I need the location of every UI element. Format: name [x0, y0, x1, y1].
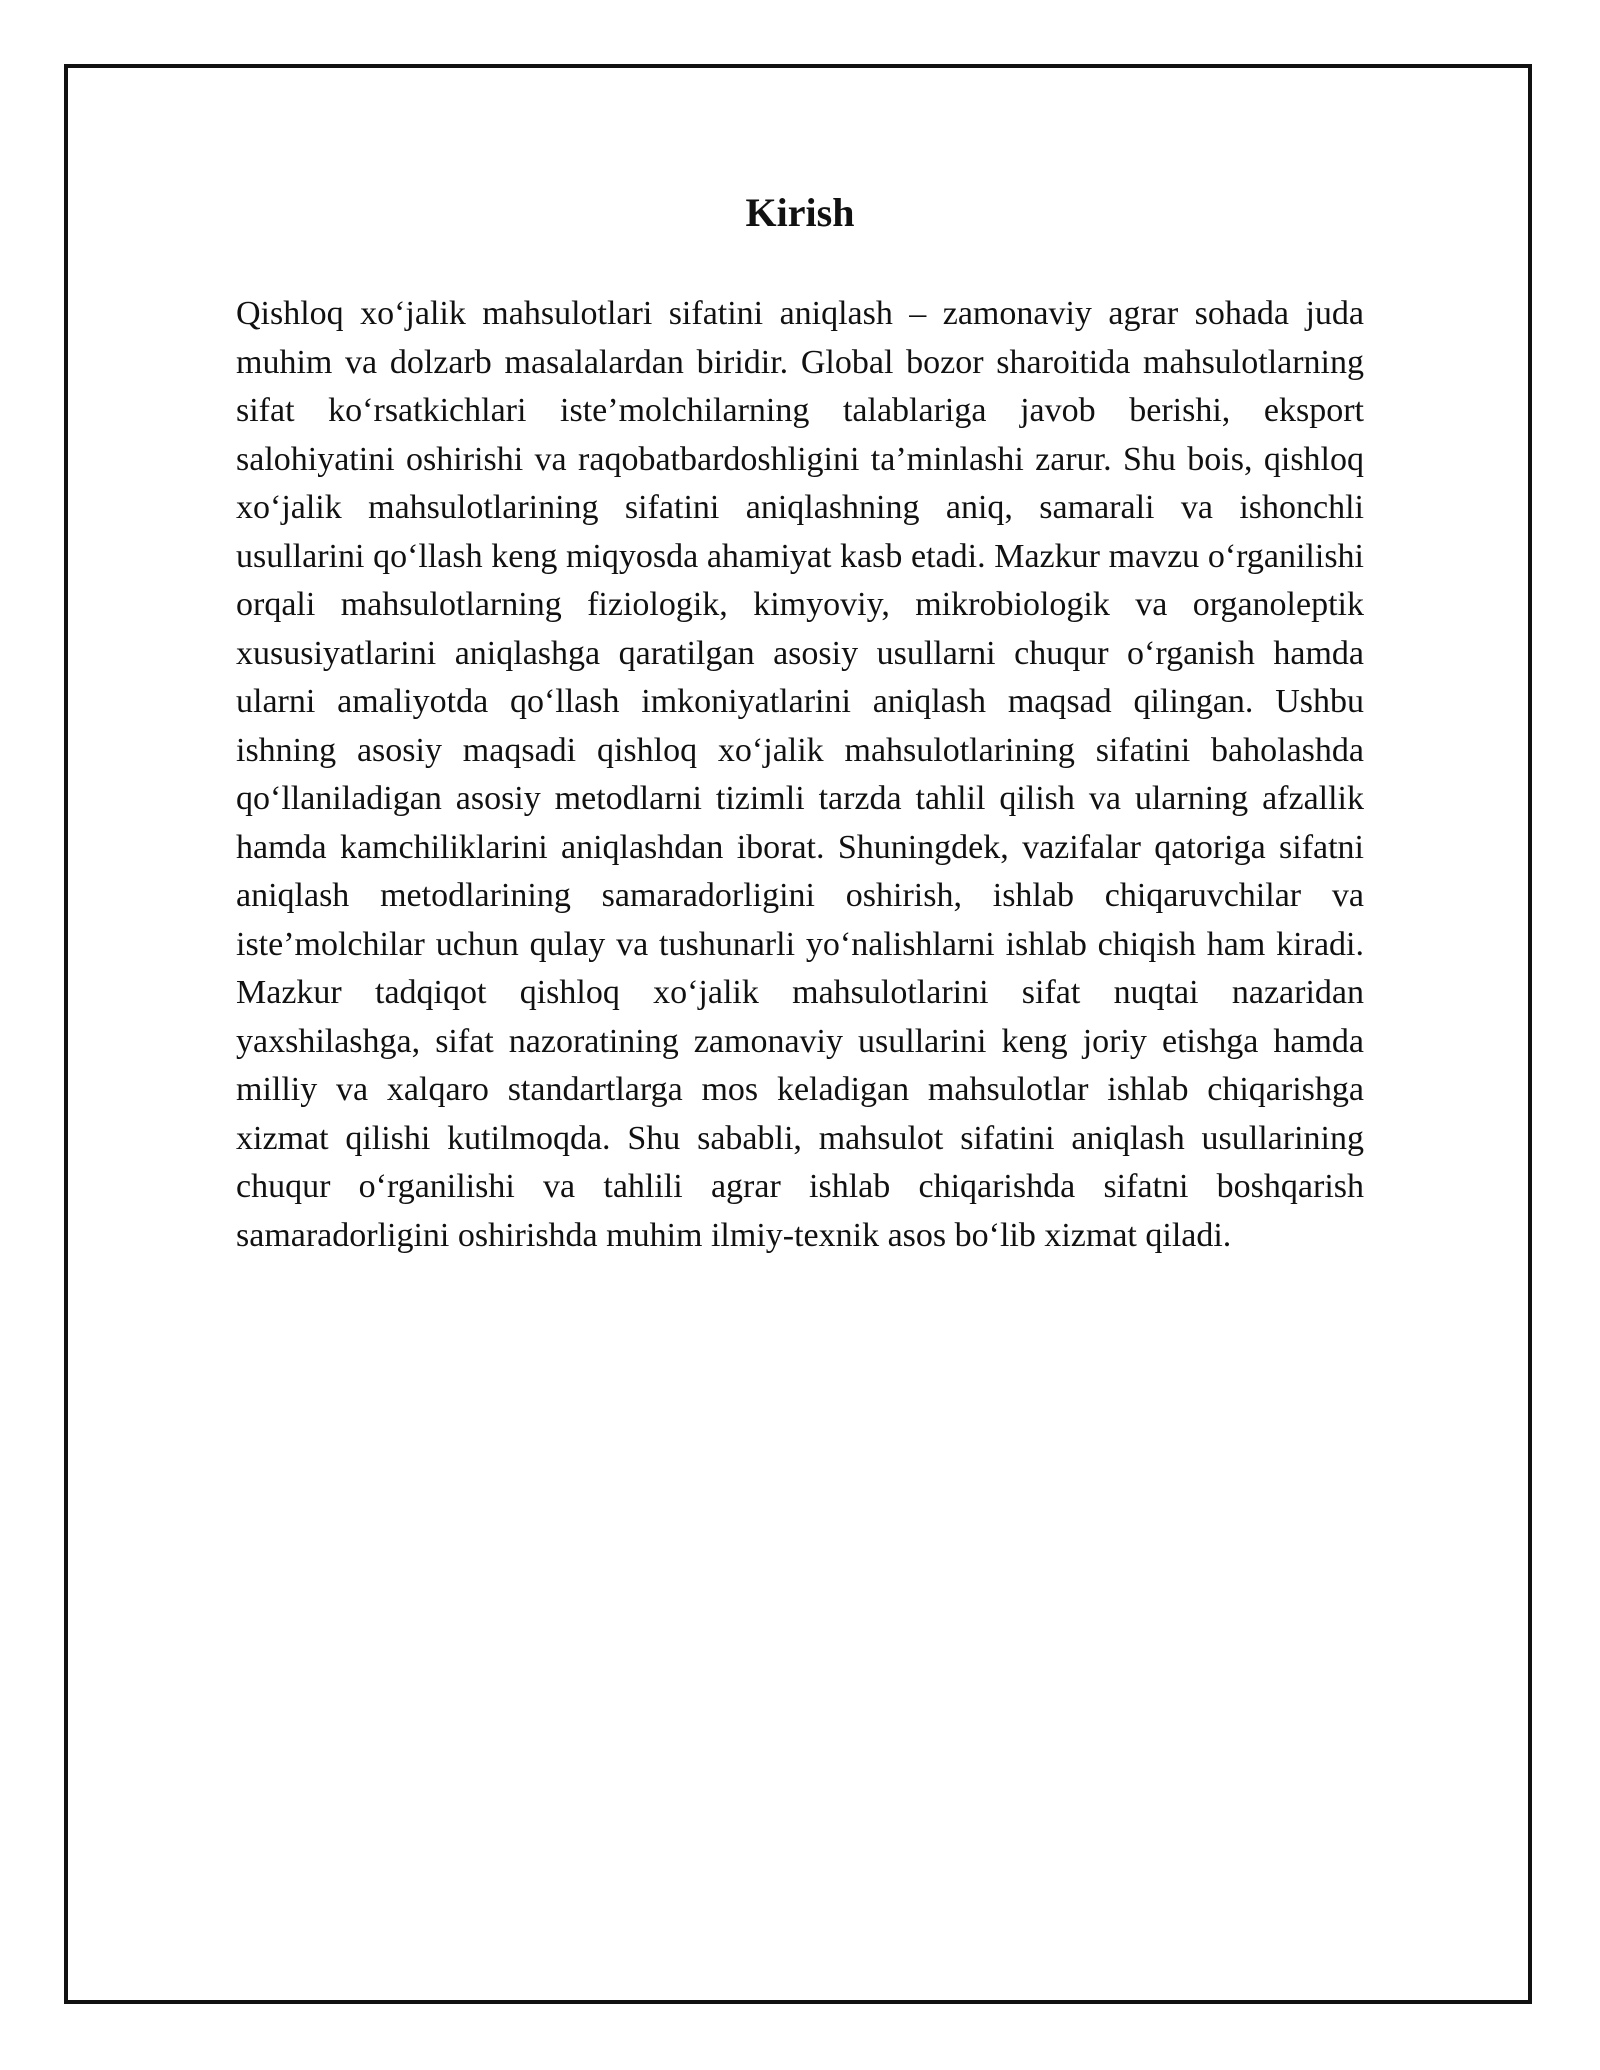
body-paragraph: Qishloq xo‘jalik mahsulotlari sifatini aniqlash – zamonaviy agrar sohada juda muhim va dolzarb masalalardan biridir. Global bozor sharoitida mahsulotlarning sifat ko‘rsatkichlari iste’molchilarning talablariga javob berishi, eksport salohiyatini oshirishi va raqobatbardoshligini ta’minlashi zarur. Shu bois, qishloq xo‘jalik mahsulotlarining sifatini aniqlashning aniq, samarali va ishonchli usullarini qo‘llash keng miqyosda ahamiyat kasb etadi. Mazkur mavzu o‘rganilishi orqali mahsulotlarning fiziologik, kimyoviy, mikrobiologik va organoleptik xususiyatlarini aniqlashga qaratilgan asosiy usullarni chuqur o‘rganish hamda ularni amaliyotda qo‘llash imkoniyatlarini aniqlash maqsad qilingan. Ushbu ishning asosiy maqsadi qishloq xo‘jalik mahsulotlarining sifatini baholashda qo‘llaniladigan asosiy metodlarni tizimli tarzda tahlil qilish va ularning afzallik hamda kamchiliklarini aniqlashdan iborat. Shuningdek, vazifalar qatoriga sifatni aniqlash metodlarining samaradorligini oshirish, ishlab chiqaruvchilar va iste’molchilar uchun qulay va tushunarli yo‘nalishlarni ishlab chiqish ham kiradi. Mazkur tadqiqot qishloq xo‘jalik mahsulotlarini sifat nuqtai nazaridan yaxshilashga, sifat nazoratining zamonaviy usullarini keng joriy etishga hamda milliy va xalqaro standartlarga mos keladigan mahsulotlar ishlab chiqarishga xizmat qilishi kutilmoqda. Shu sababli, mahsulot sifatini aniqlash usullarining chuqur o‘rganilishi va tahlili agrar ishlab chiqarishda sifatni boshqarish samaradorligini oshirishda muhim ilmiy-texnik asos bo‘lib xizmat qiladi.	[236, 295, 1364, 1254]
page-title: Kirish	[745, 190, 855, 235]
